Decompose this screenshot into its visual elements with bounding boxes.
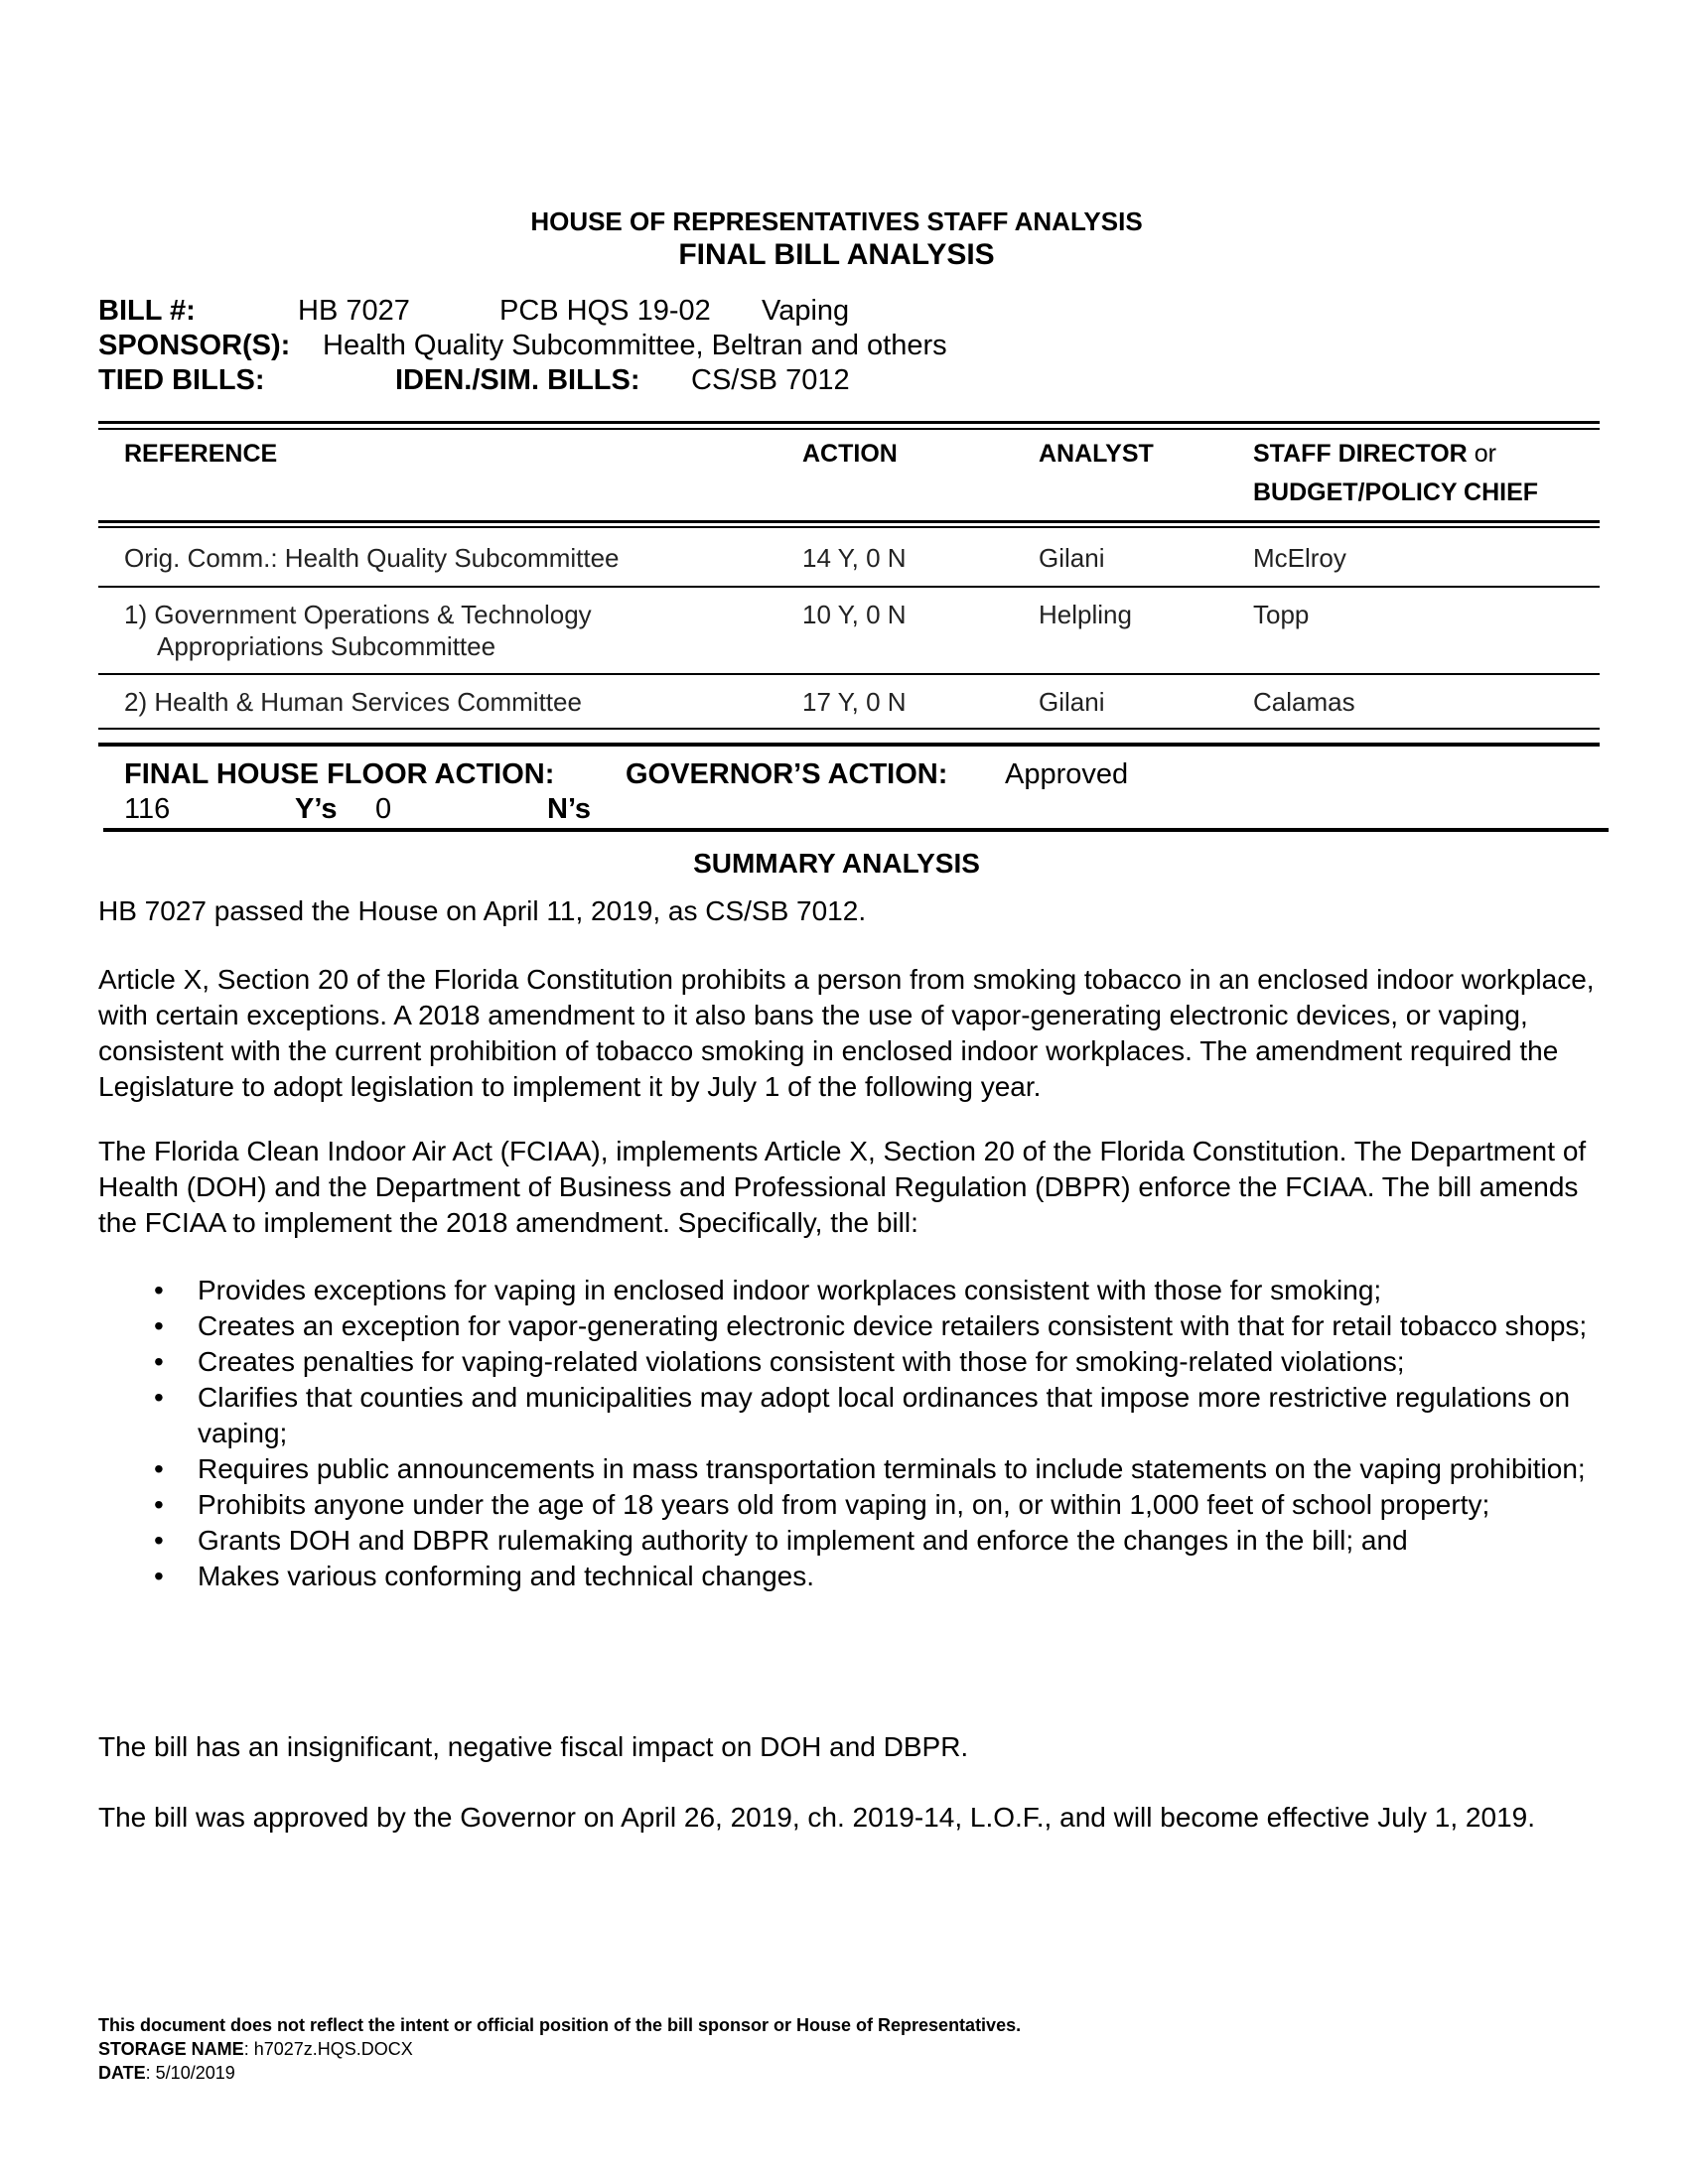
list-item: • Provides exceptions for vaping in enclosed indoor workplaces consistent with those for smoking; (98, 1273, 1598, 1308)
summary-paragraph-5: The bill was approved by the Governor on April 26, 2019, ch. 2019-14, L.O.F., and will become effective July 1, 2019. (98, 1802, 1535, 1833)
list-item: • Clarifies that counties and municipalities may adopt local ordinances that impose more restrictive regulations on vaping; (154, 1382, 1571, 1448)
iden-bills-value: CS/SB 7012 (691, 364, 850, 396)
bill-number: HB 7027 (298, 295, 410, 327)
bullet-icon: • (154, 1561, 164, 1591)
row3-action: 17 Y, 0 N (802, 687, 907, 717)
row1-director: McElroy (1253, 543, 1346, 573)
table-bottom-rule-thin (98, 728, 1600, 730)
floor-action-rule (103, 828, 1609, 832)
row1-analyst: Gilani (1039, 543, 1105, 573)
list-item: • Makes various conforming and technical changes. (98, 1559, 1598, 1594)
floor-yeas-label: Y’s (295, 793, 338, 825)
list-item: • Grants DOH and DBPR rulemaking authority to implement and enforce the changes in the bill; and (98, 1523, 1598, 1559)
bullet-icon: • (154, 1310, 164, 1341)
table-top-rule (98, 421, 1600, 424)
list-item: • Prohibits anyone under the age of 18 years old from vaping in, on, or within 1,000 feet of school property; (98, 1487, 1598, 1523)
row2-director: Topp (1253, 600, 1310, 629)
summary-paragraph-3: The Florida Clean Indoor Air Act (FCIAA), implements Article X, Section 20 of the Florida Constitution. The Department of Health (DOH) and the Department of Business and Professional Regulation (DBPR) enforce the FCIAA. The bill amends the FCIAA to implement the 2018 amendment. Specifically, the bill: (98, 1136, 1587, 1238)
bill-number-label: BILL #: (98, 295, 196, 327)
document-subtitle: FINAL BILL ANALYSIS (678, 238, 995, 271)
bill-subject: Vaping (762, 295, 850, 327)
col-header-budget-chief: BUDGET/POLICY CHIEF (1253, 478, 1539, 506)
col-header-staff-director (1253, 440, 1496, 469)
list-item: • Creates penalties for vaping-related violations consistent with those for smoking-related violations; (98, 1344, 1598, 1380)
floor-yeas: 116 (124, 793, 171, 825)
floor-nays-label: N’s (547, 793, 592, 825)
date-label: DATE (98, 2063, 146, 2083)
row2-reference: 1) Government Operations & Technology (124, 600, 592, 629)
staff-director-label: STAFF DIRECTOR (1253, 440, 1468, 468)
row3-director: Calamas (1253, 687, 1355, 717)
bullet-icon: • (154, 1382, 164, 1413)
storage-name-value: : h7027z.HQS.DOCX (243, 2039, 413, 2059)
col-header-action: ACTION (802, 440, 898, 468)
col-header-analyst: ANALYST (1039, 440, 1154, 468)
row2-divider (98, 673, 1600, 675)
summary-heading: SUMMARY ANALYSIS (693, 848, 980, 879)
row2-analyst: Helpling (1039, 600, 1132, 629)
document-title: HOUSE OF REPRESENTATIVES STAFF ANALYSIS (530, 206, 1143, 236)
pcb-number: PCB HQS 19-02 (499, 295, 711, 327)
footer-storage-name (98, 2037, 413, 2061)
date-value: : 5/10/2019 (145, 2063, 235, 2083)
table-bottom-rule (98, 743, 1600, 747)
tied-bills-label: TIED BILLS: (98, 364, 265, 396)
bullet-icon: • (154, 1453, 164, 1484)
row1-reference: Orig. Comm.: Health Quality Subcommittee (124, 543, 620, 573)
bill-provisions-list (98, 1273, 1598, 1594)
sponsor-label: SPONSOR(S): (98, 330, 291, 361)
header-bottom-rule (98, 520, 1600, 523)
governor-action-label: GOVERNOR’S ACTION: (626, 758, 948, 790)
row1-action: 14 Y, 0 N (802, 543, 907, 573)
floor-action-label: FINAL HOUSE FLOOR ACTION: (124, 758, 555, 790)
bullet-icon: • (154, 1489, 164, 1520)
footer-date (98, 2061, 235, 2085)
summary-paragraph-1: HB 7027 passed the House on April 11, 2019, as CS/SB 7012. (98, 895, 867, 926)
governor-action-value: Approved (1005, 758, 1129, 790)
summary-paragraph-2: Article X, Section 20 of the Florida Constitution prohibits a person from smoking tobacco in an enclosed indoor workplace, with certain exceptions. A 2018 amendment to it also bans the use of vapor-generating electronic devices, or vaping, consistent with the current prohibition of tobacco smoking in enclosed indoor workplaces. The amendment required the Legislature to adopt legislation to implement it by July 1 of the following year. (98, 964, 1595, 1102)
table-top-rule-thin (98, 428, 1600, 430)
floor-nays: 0 (375, 793, 392, 825)
row2-reference-cont: Appropriations Subcommittee (157, 631, 496, 661)
row3-reference: 2) Health & Human Services Committee (124, 687, 582, 717)
row3-analyst: Gilani (1039, 687, 1105, 717)
sponsors: Health Quality Subcommittee, Beltran and others (323, 330, 947, 361)
storage-name-label: STORAGE NAME (98, 2039, 244, 2059)
col-header-reference: REFERENCE (124, 440, 278, 468)
row1-divider (98, 586, 1600, 588)
summary-paragraph-4: The bill has an insignificant, negative fiscal impact on DOH and DBPR. (98, 1731, 969, 1762)
iden-bills-label: IDEN./SIM. BILLS: (395, 364, 640, 396)
row2-action: 10 Y, 0 N (802, 600, 907, 629)
footer-disclaimer: This document does not reflect the intent or official position of the bill sponsor or House of Representatives. (98, 2015, 1022, 2035)
staff-director-or: or (1467, 440, 1496, 468)
bullet-icon: • (154, 1346, 164, 1377)
bullet-icon: • (154, 1525, 164, 1556)
header-bottom-rule-thin (98, 526, 1600, 528)
list-item: • Requires public announcements in mass transportation terminals to include statements on the vaping prohibition; (98, 1451, 1598, 1487)
list-item: • Creates an exception for vapor-generating electronic device retailers consistent with that for retail tobacco shops; (98, 1308, 1598, 1344)
bullet-icon: • (154, 1275, 164, 1305)
